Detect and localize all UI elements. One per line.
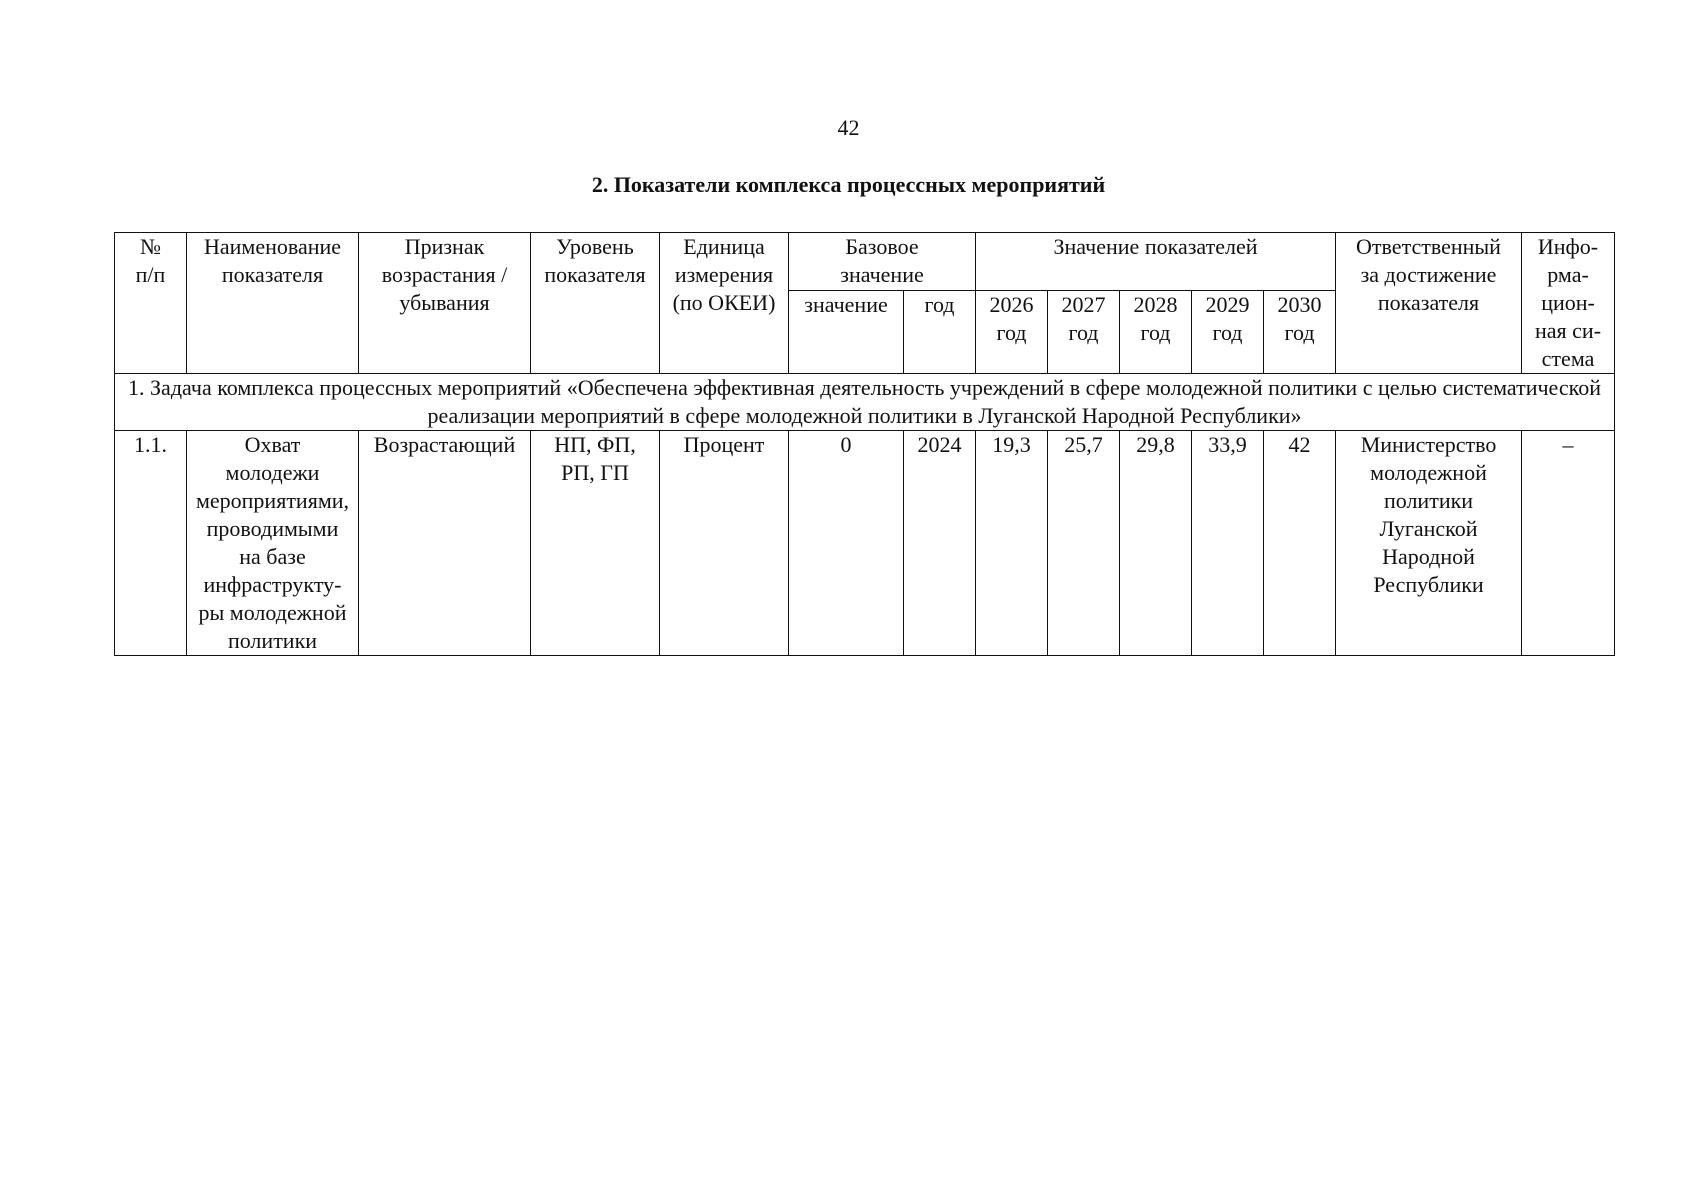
header-unit: Единица измерения (по ОКЕИ): [660, 233, 789, 374]
row-base-year: 2024: [904, 431, 976, 656]
row-level: НП, ФП, РП, ГП: [531, 431, 660, 656]
header-indicator-name: Наименование показателя: [187, 233, 359, 374]
header-responsible: Ответственный за достижение показателя: [1336, 233, 1522, 374]
indicators-table: [114, 232, 1615, 656]
header-year-2026: 2026 год: [976, 291, 1048, 374]
row-value-2029: 33,9: [1192, 431, 1264, 656]
header-year-2027: 2027 год: [1048, 291, 1120, 374]
header-values-group: Значение показателей: [976, 233, 1336, 291]
row-indicator-name: Охват молодежи мероприятиями, проводимыми на базе инфраструкту- ры молодежной политики: [187, 431, 359, 656]
header-info-system: Инфо- рма- цион- ная си- стема: [1522, 233, 1615, 374]
header-trend: Признак возрастания / убывания: [359, 233, 531, 374]
row-value-2027: 25,7: [1048, 431, 1120, 656]
page-number: 42: [837, 115, 860, 140]
task-row: [115, 374, 1615, 431]
header-number: № п/п: [115, 233, 187, 374]
header-year-2030: 2030 год: [1264, 291, 1336, 374]
row-unit: Процент: [660, 431, 789, 656]
row-value-2028: 29,8: [1120, 431, 1192, 656]
row-info-system: –: [1522, 431, 1615, 656]
row-trend: Возрастающий: [359, 431, 531, 656]
header-row-1: [115, 233, 1615, 291]
task-description: 1. Задача комплекса процессных мероприятий «Обеспечена эффективная деятельность учреждений в сфере молодежной политики с целью систематической реализации мероприятий в сфере молодежной политики в Луганской Народной Республики»: [115, 374, 1615, 431]
row-number: 1.1.: [115, 431, 187, 656]
row-responsible: Министерство молодежной политики Луганской Народной Республики: [1336, 431, 1522, 656]
row-value-2026: 19,3: [976, 431, 1048, 656]
table-row: [115, 431, 1615, 656]
header-base-value: значение: [789, 291, 904, 374]
header-base-year: год: [904, 291, 976, 374]
header-year-2029: 2029 год: [1192, 291, 1264, 374]
section-title: 2. Показатели комплекса процессных мероприятий: [591, 172, 1106, 197]
row-base-value: 0: [789, 431, 904, 656]
row-value-2030: 42: [1264, 431, 1336, 656]
header-base-value-group: Базовое значение: [789, 233, 976, 291]
header-year-2028: 2028 год: [1120, 291, 1192, 374]
header-level: Уровень показателя: [531, 233, 660, 374]
